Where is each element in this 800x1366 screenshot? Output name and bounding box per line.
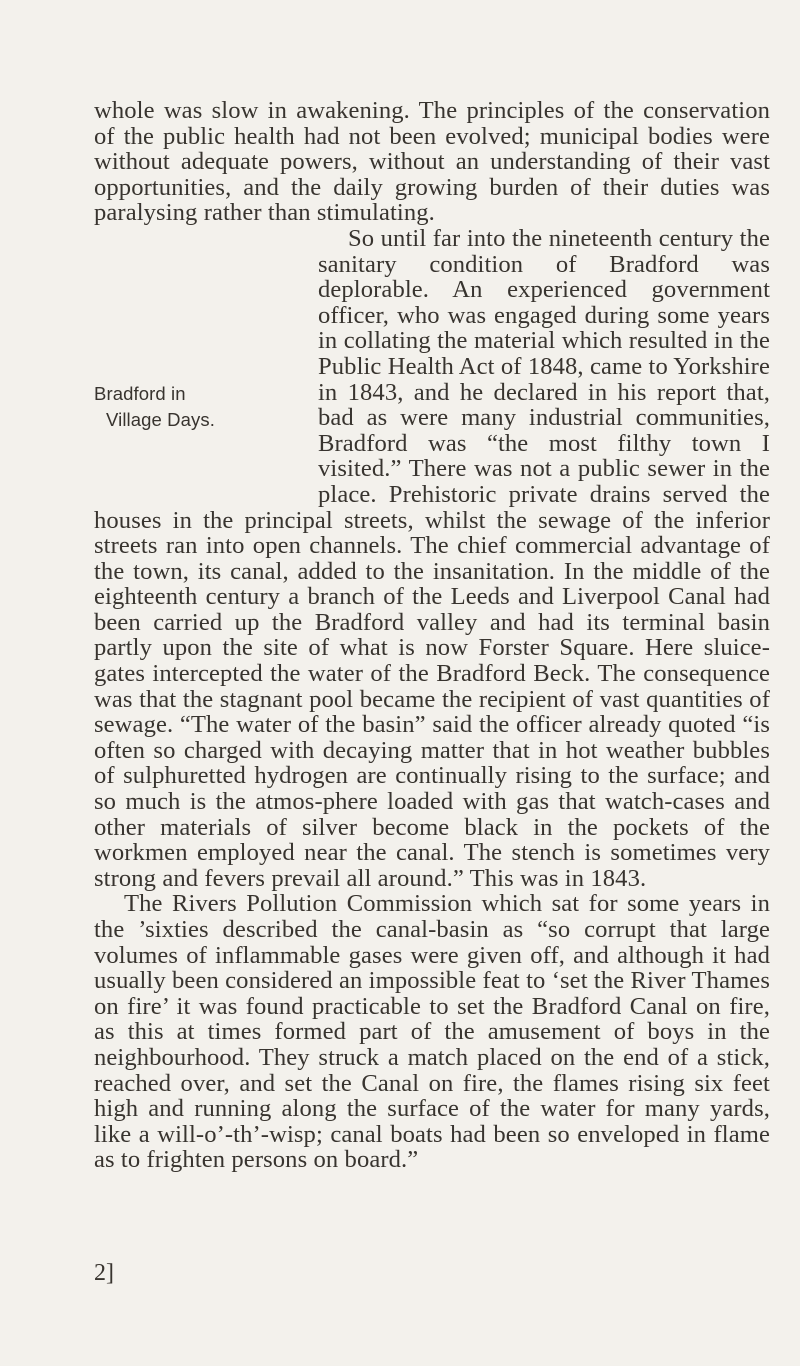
paragraph-2-text: So until far into the nineteenth century the sanitary condition of Bradford was deplorable. An experienced government officer, who was engaged during some years in collating the material which resulted in the Public Health Act of 1848, came to Yorkshire in 1843, and he declared in his report that, bad as were many industrial communities, Bradford was “the most filthy town I visited.” There was not a public sewer in the place. Prehistoric private drains served the houses in the principal streets, whilst the sewage of the inferior streets ran into open channels. The chief commercial advantage of the town, its canal, added to the insanitation. In the middle of the eighteenth century a branch of the Leeds and Liverpool Canal had been carried up the Bradford valley and had its terminal basin partly upon the site of what is now Forster Square. Here sluice-gates intercepted the water of the Bradford Beck. The consequence was that the stagnant pool became the recipient of vast quantities of sewage. “The water of the basin” said the officer already quoted “is often so charged with decaying matter that in hot weather bubbles of sulphuretted hydrogen are continually rising to the surface; and so much is the atmos-phere loaded with gas that watch-cases and other materials of silver become black in the pockets of the workmen employed near the canal. The stench is sometimes very strong and fevers prevail all around.” This was in 1843. [94,224,770,892]
text-column [94,98,770,1173]
margin-note-line-2: Village Days. [106,408,215,430]
paragraph-3: The Rivers Pollution Commission which sat for some years in the ’sixties described the canal-basin as “so corrupt that large volumes of inflammable gases were given off, and although it had usually been considered an impossible feat to ‘set the River Thames on fire’ it was found practicable to set the Bradford Canal on fire, as this at times formed part of the amusement of boys in the neighbourhood. They struck a match placed on the end of a stick, reached over, and set the Canal on fire, the flames rising six feet high and running along the surface of the water for many yards, like a will-o’-th’-wisp; canal boats had been so enveloped in flame as to frighten persons on board.” [94,890,770,1174]
margin-note [94,329,312,483]
margin-note-line-1: Bradford in [94,382,186,404]
paragraph-1: whole was slow in awakening. The principles of the conservation of the public health had not been evolved; municipal bodies were without adequate powers, without an understanding of their vast opportunities, and the daily growing burden of their duties was paralysing rather than stimulating. [94,97,770,227]
paragraph-2 [94,226,770,891]
page-number: 2] [94,1260,114,1286]
